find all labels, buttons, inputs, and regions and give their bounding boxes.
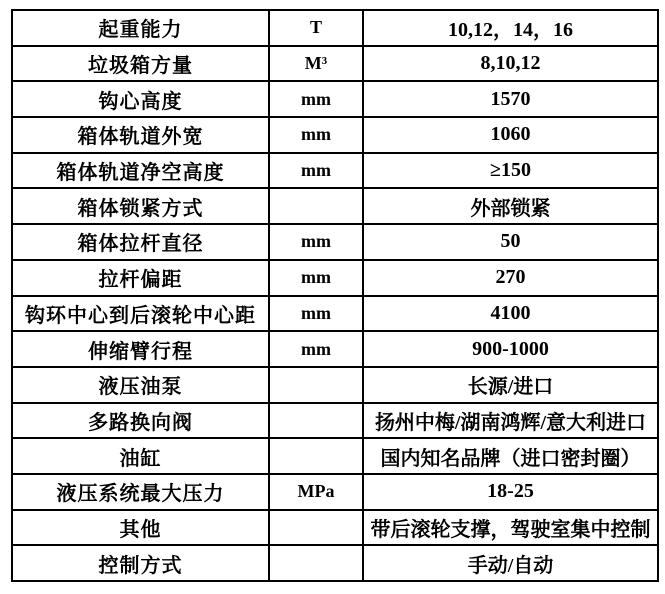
spec-value: 10,12，14，16 xyxy=(363,10,658,46)
spec-unit xyxy=(269,438,363,474)
spec-unit: mm xyxy=(269,224,363,260)
table-row xyxy=(12,260,658,296)
table-row xyxy=(12,224,658,260)
spec-label: 液压油泵 xyxy=(12,367,269,403)
spec-value: 270 xyxy=(363,260,658,296)
spec-label: 钩心高度 xyxy=(12,81,269,117)
spec-unit xyxy=(269,367,363,403)
spec-value: 900-1000 xyxy=(363,331,658,367)
spec-unit: M³ xyxy=(269,46,363,82)
spec-value: 18-25 xyxy=(363,474,658,510)
table-row xyxy=(12,403,658,439)
spec-unit: MPa xyxy=(269,474,363,510)
table-row xyxy=(12,153,658,189)
spec-unit xyxy=(269,403,363,439)
spec-value: 1060 xyxy=(363,117,658,153)
spec-value: 扬州中梅/湖南鸿辉/意大利进口 xyxy=(363,403,658,439)
spec-value: 手动/自动 xyxy=(363,545,658,581)
table-row xyxy=(12,510,658,546)
spec-label: 垃圾箱方量 xyxy=(12,46,269,82)
spec-value: 8,10,12 xyxy=(363,46,658,82)
spec-table xyxy=(11,9,659,582)
table-row xyxy=(12,367,658,403)
spec-value: 国内知名品牌（进口密封圈） xyxy=(363,438,658,474)
spec-unit: mm xyxy=(269,81,363,117)
table-row xyxy=(12,188,658,224)
table-row xyxy=(12,296,658,332)
spec-unit: mm xyxy=(269,260,363,296)
spec-label: 钩环中心到后滚轮中心距 xyxy=(12,296,269,332)
spec-label: 起重能力 xyxy=(12,10,269,46)
spec-label: 箱体轨道净空高度 xyxy=(12,153,269,189)
spec-value: 带后滚轮支撑，驾驶室集中控制 xyxy=(363,510,658,546)
spec-value: ≥150 xyxy=(363,153,658,189)
spec-unit: mm xyxy=(269,331,363,367)
spec-unit: mm xyxy=(269,153,363,189)
spec-unit xyxy=(269,188,363,224)
spec-unit xyxy=(269,545,363,581)
table-row xyxy=(12,10,658,46)
spec-value: 外部锁紧 xyxy=(363,188,658,224)
spec-label: 箱体轨道外宽 xyxy=(12,117,269,153)
spec-label: 拉杆偏距 xyxy=(12,260,269,296)
spec-unit xyxy=(269,510,363,546)
spec-label: 其他 xyxy=(12,510,269,546)
spec-table-container xyxy=(11,9,657,582)
spec-label: 油缸 xyxy=(12,438,269,474)
table-row xyxy=(12,331,658,367)
table-row xyxy=(12,81,658,117)
table-row xyxy=(12,46,658,82)
spec-value: 4100 xyxy=(363,296,658,332)
spec-value: 长源/进口 xyxy=(363,367,658,403)
table-row xyxy=(12,474,658,510)
spec-label: 箱体拉杆直径 xyxy=(12,224,269,260)
spec-label: 控制方式 xyxy=(12,545,269,581)
table-row xyxy=(12,117,658,153)
spec-unit: T xyxy=(269,10,363,46)
spec-label: 伸缩臂行程 xyxy=(12,331,269,367)
spec-label: 多路换向阀 xyxy=(12,403,269,439)
table-row xyxy=(12,438,658,474)
table-row xyxy=(12,545,658,581)
spec-unit: mm xyxy=(269,296,363,332)
spec-value: 1570 xyxy=(363,81,658,117)
spec-label: 液压系统最大压力 xyxy=(12,474,269,510)
spec-value: 50 xyxy=(363,224,658,260)
spec-unit: mm xyxy=(269,117,363,153)
spec-label: 箱体锁紧方式 xyxy=(12,188,269,224)
